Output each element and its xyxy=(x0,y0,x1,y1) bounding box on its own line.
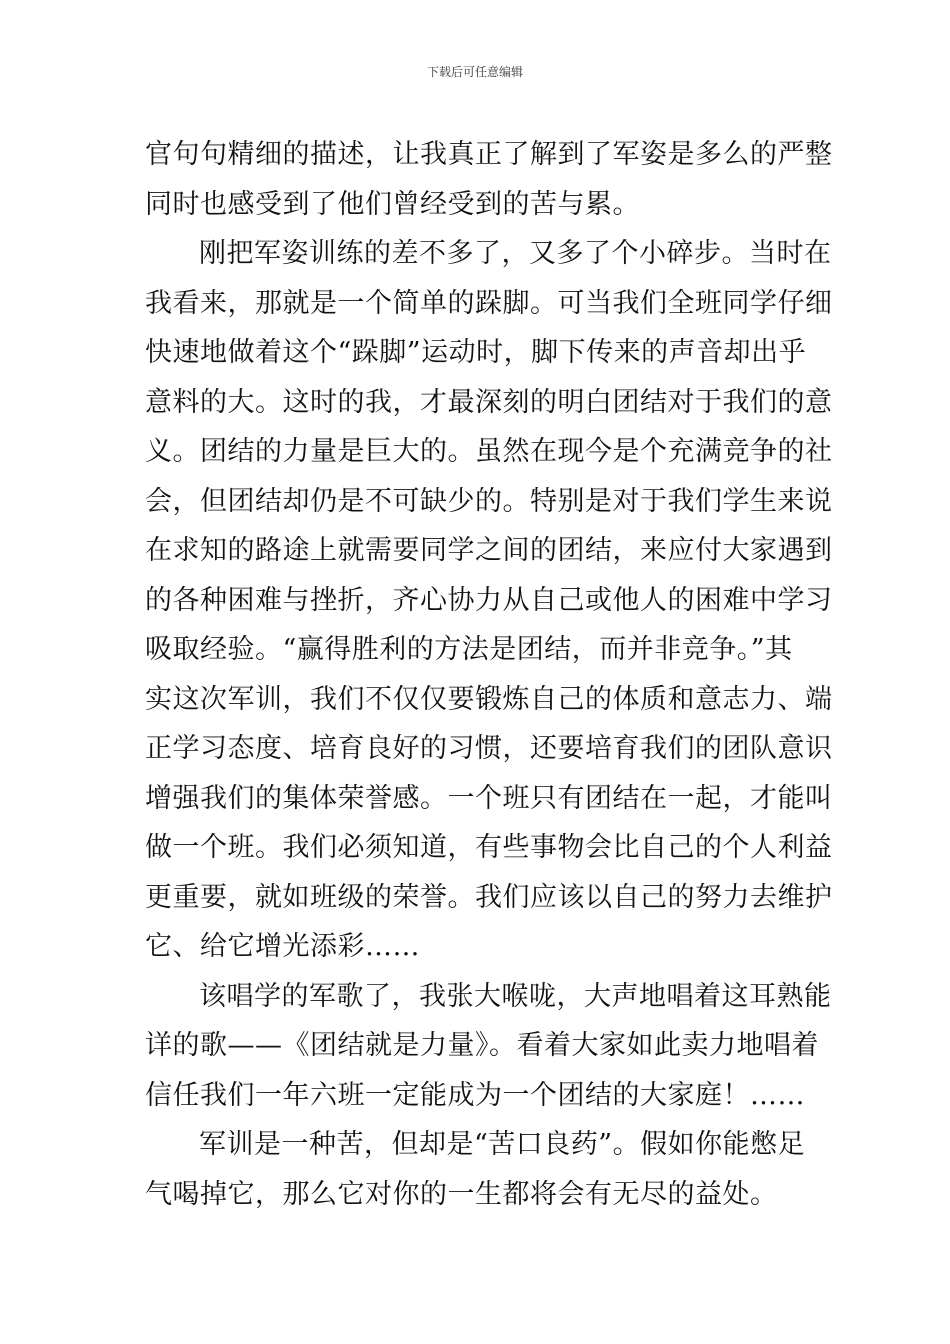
text-line: 做一个班。我们必须知道，有些事物会比自己的个人利益 xyxy=(145,832,833,863)
text-line: 意料的大。这时的我，才最深刻的明白团结对于我们的意 xyxy=(145,386,833,418)
text-line: 刚把军姿训练的差不多了，又多了个小碎步。当时在 xyxy=(199,238,832,269)
text-line: 详的歌——《团结就是力量》。看着大家如此卖力地唱着 xyxy=(145,1030,819,1061)
text-line: 义。团结的力量是巨大的。虽然在现今是个充满竞争的社 xyxy=(145,436,833,467)
page-header-note: 下载后可任意编辑 xyxy=(426,65,523,79)
text-line: 它、给它增光添彩…… xyxy=(145,931,420,962)
text-line: 在求知的路途上就需要同学之间的团结，来应付大家遇到 xyxy=(145,535,833,566)
text-line: 同时也感受到了他们曾经受到的苦与累。 xyxy=(145,188,640,220)
text-line: 吸取经验。“赢得胜利的方法是团结，而并非竞争。”其 xyxy=(145,634,793,665)
text-line: 信任我们一年六班一定能成为一个团结的大家庭！…… xyxy=(145,1079,805,1111)
text-line: 官句句精细的描述，让我真正了解到了军姿是多么的严整 xyxy=(145,139,833,170)
document-body xyxy=(145,130,833,1219)
text-line: 正学习态度、培育良好的习惯，还要培育我们的团队意识 xyxy=(145,733,833,764)
text-line: 会，但团结却仍是不可缺少的。特别是对于我们学生来说 xyxy=(145,485,833,517)
text-line: 更重要，就如班级的荣誉。我们应该以自己的努力去维护 xyxy=(145,881,833,913)
text-line: 气喝掉它，那么它对你的一生都将会有无尽的益处。 xyxy=(145,1178,778,1210)
text-line: 我看来，那就是一个简单的跺脚。可当我们全班同学仔细 xyxy=(145,287,833,319)
text-line: 军训是一种苦，但却是“苦口良药”。假如你能憋足 xyxy=(199,1129,806,1160)
text-line: 快速地做着这个“跺脚”运动时，脚下传来的声音却出乎 xyxy=(145,337,807,368)
text-line: 增强我们的集体荣誉感。一个班只有团结在一起，才能叫 xyxy=(145,782,833,814)
text-line: 的各种困难与挫折，齐心协力从自己或他人的困难中学习 xyxy=(145,584,833,616)
text-line: 实这次军训，我们不仅仅要锻炼自己的体质和意志力、端 xyxy=(145,683,833,715)
text-line: 该唱学的军歌了，我张大喉咙，大声地唱着这耳熟能 xyxy=(199,980,832,1012)
